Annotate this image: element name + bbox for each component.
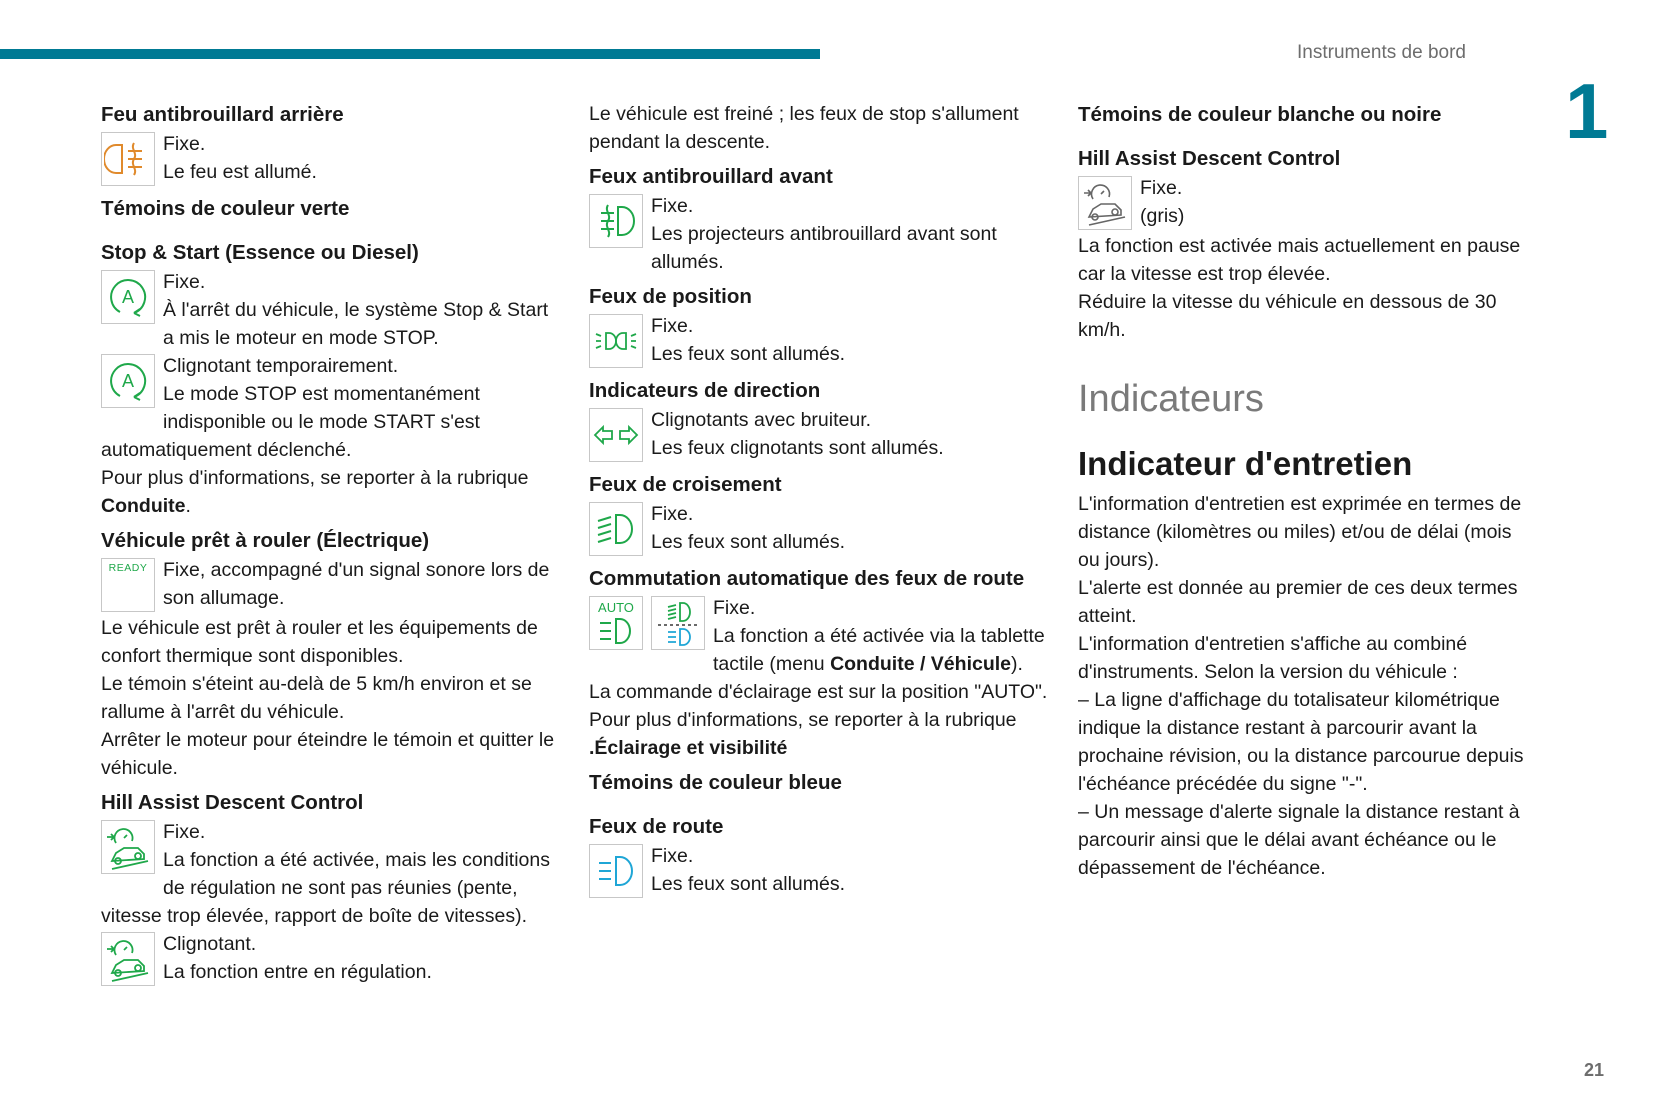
section-title-rear-fog: Feu antibrouillard arrière [101, 103, 344, 126]
section-title-auto-high-beam: Commutation automatique des feux de route [589, 567, 1025, 590]
rear-fog-light-icon [101, 132, 155, 186]
link-eclairage: .Éclairage et visibilité [589, 737, 788, 759]
stop-start-more-info: Pour plus d'informations, se reporter à la rubrique Conduite. [101, 467, 529, 517]
position-lights-icon [589, 314, 643, 368]
indicators-desc: Les feux clignotants sont allumés. [651, 437, 944, 459]
section-title-indicators: Indicateurs de direction [589, 379, 821, 402]
hadc-gray-p2: Réduire la vitesse du véhicule en dessous de 30 km/h. [1078, 291, 1497, 341]
hadc-fixed-desc: La fonction a été activée, mais les conditions de régulation ne sont pas réunies (pente, vitesse trop élevée, rapport de boîte de vitesses). [101, 849, 550, 927]
hadc-continued: Le véhicule est freiné ; les feux de stop s'allument pendant la descente. [589, 103, 1019, 153]
link-conduite: Conduite [101, 495, 186, 517]
hill-descent-icon [101, 932, 155, 986]
page-number: 21 [1584, 1060, 1605, 1080]
column-1 [101, 100, 561, 988]
front-fog-state: Fixe. [651, 195, 694, 217]
hadc-fixed-state: Fixe. [163, 821, 206, 843]
svg-text:A: A [121, 287, 135, 307]
indicators-state: Clignotants avec bruiteur. [651, 409, 872, 431]
front-fog-light-icon [589, 194, 643, 248]
ready-p1: Le véhicule est prêt à rouler et les équipements de confort thermique sont disponibles. [101, 617, 538, 667]
maintenance-bullet-2: – Un message d'alerte signale la distance restant à parcourir ainsi que le délai avant échéance ou le dépassement de l'échéance. [1078, 801, 1520, 879]
section-title-front-fog: Feux antibrouillard avant [589, 165, 833, 188]
ready-p2: Le témoin s'éteint au-delà de 5 km/h environ et se rallume à l'arrêt du véhicule. [101, 673, 532, 723]
rear-fog-desc: Le feu est allumé. [163, 161, 317, 183]
stop-start-fixed-desc: À l'arrêt du véhicule, le système Stop & Start a mis le moteur en mode STOP. [163, 299, 549, 349]
position-desc: Les feux sont allumés. [651, 343, 846, 365]
low-beam-state: Fixe. [651, 503, 694, 525]
maintenance-indicator-title: Indicateur d'entretien [1078, 445, 1413, 482]
section-title-hadc-gray: Hill Assist Descent Control [1078, 147, 1341, 170]
white-indicators-title: Témoins de couleur blanche ou noire [1078, 103, 1442, 126]
stop-start-fixed-state: Fixe. [163, 271, 206, 293]
ready-icon [101, 558, 155, 612]
svg-text:READY: READY [108, 562, 148, 574]
section-title-high-beam: Feux de route [589, 815, 724, 838]
hill-descent-icon [101, 820, 155, 874]
green-indicators-title: Témoins de couleur verte [101, 197, 350, 220]
maintenance-p2: L'alerte est donnée au premier de ces deux termes atteint. [1078, 577, 1518, 627]
menu-path: Conduite / Véhicule [830, 653, 1011, 675]
auto-high-beam-state: Fixe. [713, 597, 756, 619]
position-state: Fixe. [651, 315, 694, 337]
svg-text:AUTO: AUTO [598, 600, 634, 615]
hadc-blink-desc: La fonction entre en régulation. [163, 961, 432, 983]
low-beam-desc: Les feux sont allumés. [651, 531, 846, 553]
stop-start-blink-state: Clignotant temporairement. [163, 355, 399, 377]
stop-start-icon [101, 270, 155, 324]
high-beam-icon [589, 844, 643, 898]
auto-high-beam-icon [589, 596, 643, 650]
maintenance-p1: L'information d'entretien est exprimée en termes de distance (kilomètres ou miles) et/ou de délai (mois ou jours). [1078, 493, 1522, 571]
chapter-number: 1 [1565, 67, 1609, 155]
hadc-gray-p1: La fonction est activée mais actuellement en pause car la vitesse est trop élevée. [1078, 235, 1521, 285]
front-fog-desc: Les projecteurs antibrouillard avant sont allumés. [651, 223, 997, 273]
header-accent-bar [0, 49, 820, 59]
section-title-position: Feux de position [589, 285, 752, 308]
column-3 [1078, 100, 1538, 882]
stop-start-blink-desc: Le mode STOP est momentanément indisponible ou le mode START s'est automatiquement déclenché. [101, 383, 480, 461]
section-title-ready: Véhicule prêt à rouler (Électrique) [101, 529, 430, 552]
hadc-blink-state: Clignotant. [163, 933, 257, 955]
column-2 [589, 100, 1049, 900]
svg-text:A: A [121, 371, 135, 391]
auto-high-beam-desc: La fonction a été activée via la tablette tactile (menu Conduite / Véhicule). [713, 625, 1045, 675]
rear-fog-state: Fixe. [163, 133, 206, 155]
ready-desc: Fixe, accompagné d'un signal sonore lors de son allumage. [163, 559, 550, 609]
high-beam-state: Fixe. [651, 845, 694, 867]
section-heading-indicateurs: Indicateurs [1078, 378, 1264, 420]
blue-indicators-title: Témoins de couleur bleue [589, 771, 842, 794]
auto-high-beam-p1: La commande d'éclairage est sur la position "AUTO". [589, 681, 1048, 703]
hadc-gray-state: Fixe. [1140, 177, 1183, 199]
stop-start-icon [101, 354, 155, 408]
hadc-gray-color: (gris) [1140, 205, 1185, 227]
low-beam-icon [589, 502, 643, 556]
maintenance-bullet-1: – La ligne d'affichage du totalisateur kilométrique indique la distance restant à parcourir avant la prochaine révision, ou la distance parcourue depuis l'échéance précédée du signe "-". [1078, 689, 1524, 795]
auto-high-beam-more-info: Pour plus d'informations, se reporter à la rubrique .Éclairage et visibilité [589, 709, 1017, 759]
ready-p3: Arrêter le moteur pour éteindre le témoin et quitter le véhicule. [101, 729, 555, 779]
high-beam-desc: Les feux sont allumés. [651, 873, 846, 895]
section-title-hadc: Hill Assist Descent Control [101, 791, 364, 814]
hill-descent-gray-icon [1078, 176, 1132, 230]
turn-signal-icon [589, 408, 643, 462]
maintenance-p3: L'information d'entretien s'affiche au combiné d'instruments. Selon la version du véhicule : [1078, 633, 1468, 683]
high-low-beam-switch-icon [651, 596, 705, 650]
section-title-stop-start: Stop & Start (Essence ou Diesel) [101, 241, 419, 264]
section-title-low-beam: Feux de croisement [589, 473, 782, 496]
running-title: Instruments de bord [1297, 42, 1466, 63]
